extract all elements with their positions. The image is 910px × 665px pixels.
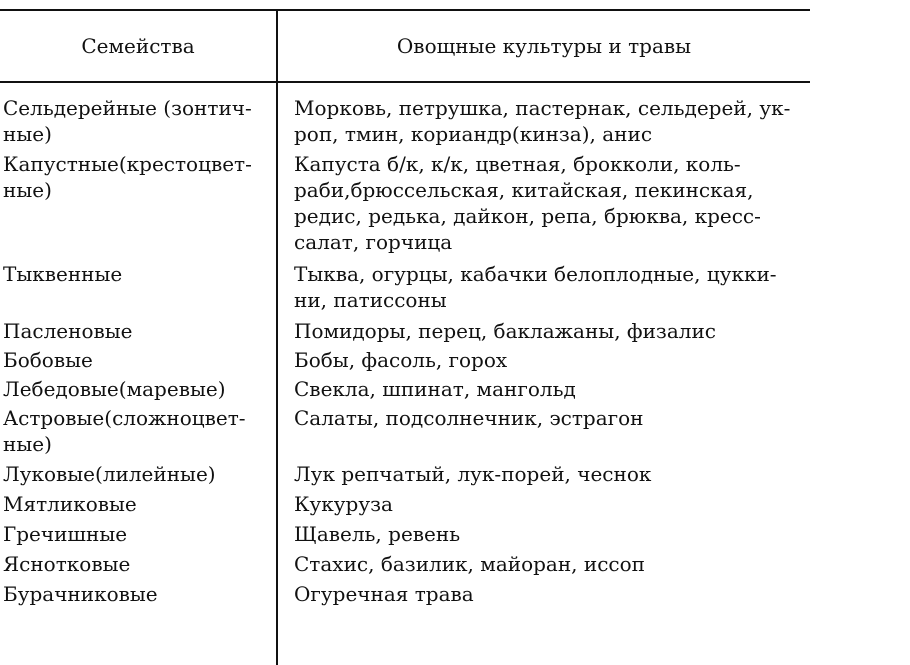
table-body xyxy=(0,95,810,611)
table-top-rule xyxy=(0,9,810,11)
family-cell: Сельдерейные (зонтич- ные) xyxy=(3,96,252,146)
family-cell: Астровые(сложноцвет- ные) xyxy=(3,406,246,456)
family-cell: Гречишные xyxy=(3,522,128,546)
family-cell: Лебедовые(маревые) xyxy=(3,377,226,401)
family-cell: Яснотковые xyxy=(3,552,131,576)
family-cell: Бобовые xyxy=(3,348,93,372)
crops-cell: Тыква, огурцы, кабачки белоплодные, цукки- ни, патиссоны xyxy=(294,262,777,312)
table-row xyxy=(0,581,810,611)
table-row xyxy=(0,318,810,347)
header-family: Семейства xyxy=(81,34,195,58)
table-row xyxy=(0,551,810,581)
family-cell: Мятликовые xyxy=(3,492,137,516)
table-row xyxy=(0,461,810,491)
table-row xyxy=(0,521,810,551)
crops-cell: Огуречная трава xyxy=(294,582,474,606)
family-cell: Луковые(лилейные) xyxy=(3,462,216,486)
crops-cell: Кукуруза xyxy=(294,492,393,516)
crops-cell: Свекла, шпинат, мангольд xyxy=(294,377,576,401)
family-cell: Пасленовые xyxy=(3,319,133,343)
table-header-rule xyxy=(0,81,810,83)
crops-cell: Морковь, петрушка, пастернак, сельдерей, ук- роп, тмин, кориандр(кинза), анис xyxy=(294,96,791,146)
family-cell: Бурачниковые xyxy=(3,582,158,606)
family-cell: Капустные(крестоцвет- ные) xyxy=(3,152,252,202)
table-row xyxy=(0,405,810,461)
header-crops: Овощные культуры и травы xyxy=(396,34,692,58)
table-row xyxy=(0,491,810,521)
crops-cell: Капуста б/к, к/к, цветная, брокколи, коль- раби,брюссельская, китайская, пекинская, редис, редька, дайкон, репа, брюква, кресс- салат, горчица xyxy=(294,152,761,254)
table-row xyxy=(0,151,810,261)
crops-cell: Бобы, фасоль, горох xyxy=(294,348,508,372)
crops-cell: Щавель, ревень xyxy=(294,522,461,546)
table-row xyxy=(0,95,810,151)
crops-cell: Помидоры, перец, баклажаны, физалис xyxy=(294,319,716,343)
table-row xyxy=(0,376,810,405)
table-row xyxy=(0,347,810,376)
family-cell: Тыквенные xyxy=(3,262,123,286)
crops-cell: Салаты, подсолнечник, эстрагон xyxy=(294,406,644,430)
crops-cell: Лук репчатый, лук-порей, чеснок xyxy=(294,462,652,486)
crops-cell: Стахис, базилик, майоран, иссоп xyxy=(294,552,645,576)
table-row xyxy=(0,261,810,318)
